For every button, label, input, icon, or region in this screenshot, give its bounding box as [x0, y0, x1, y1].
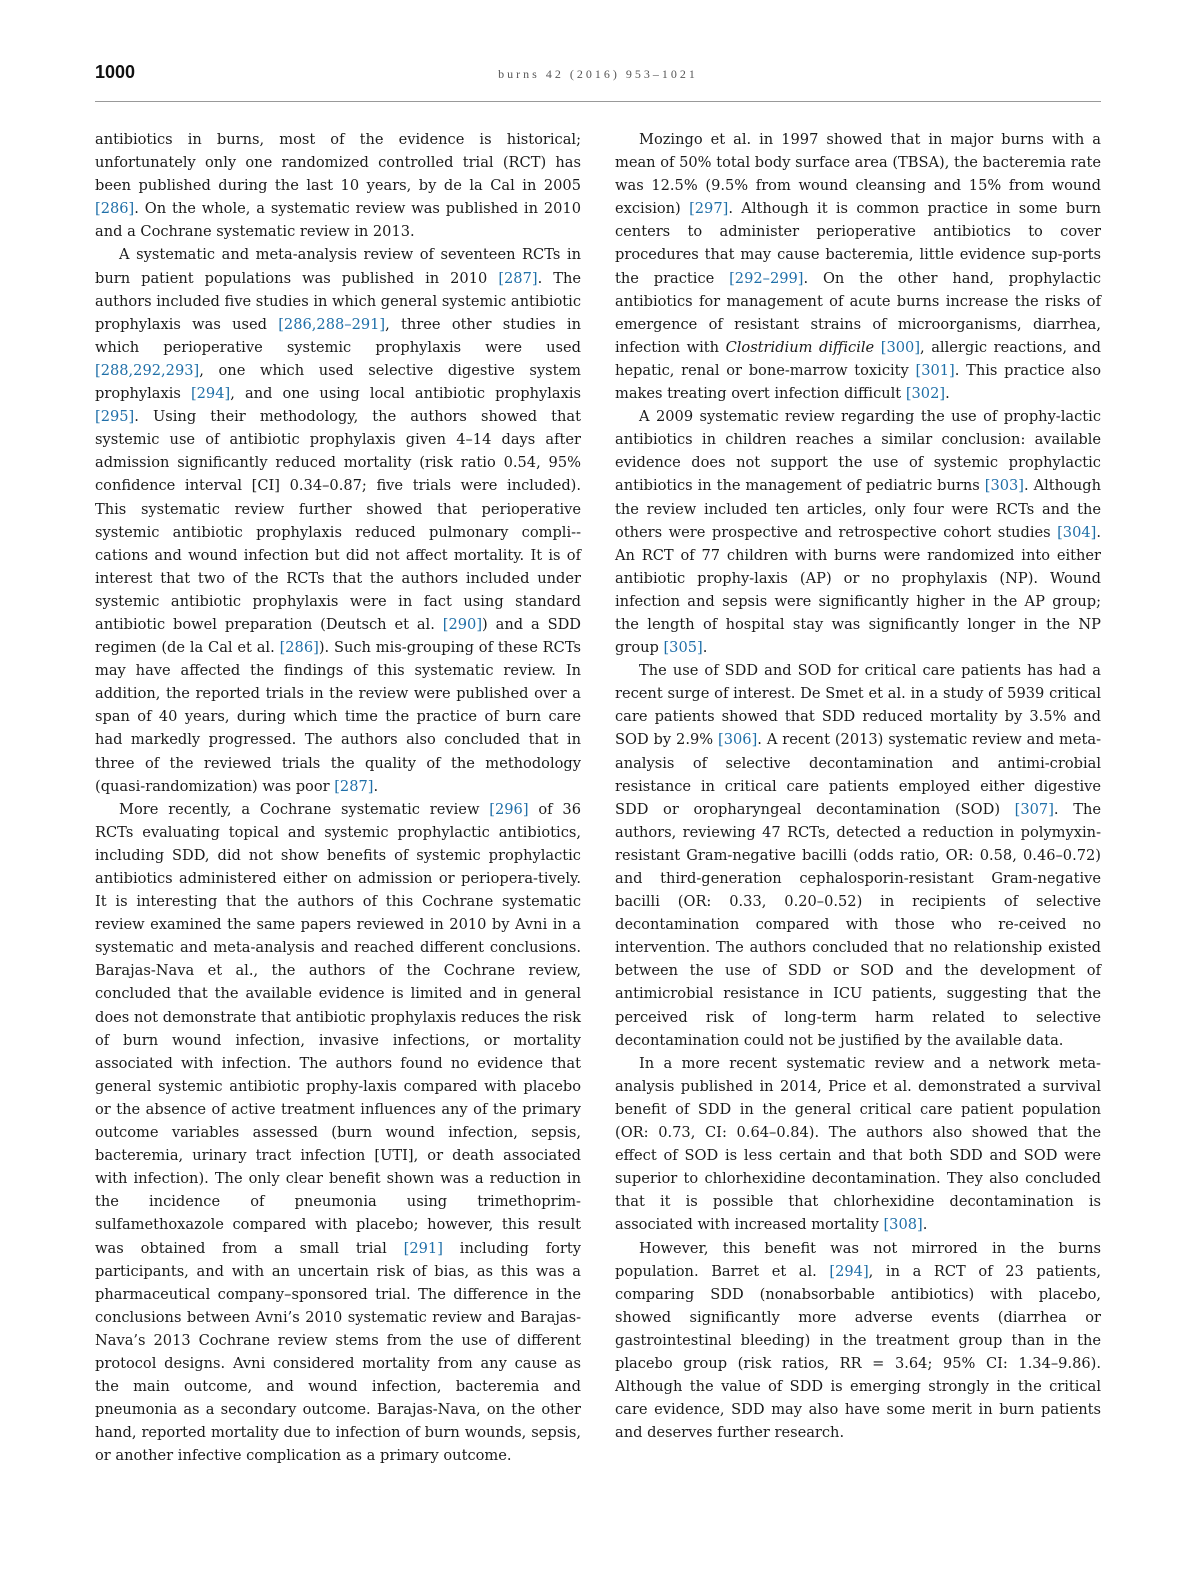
body-text: ) and a SDD regimen (de la Cal et al. [95, 615, 581, 657]
body-text: ). Such mis-grouping of these RCTs may have affected the findings of this systematic review. In addition, the reported trials in the review were published over a span of 40 years, during which time the practice of burn care had markedly progressed. The authors also concluded that in three of the reviewed trials the quality of the methodology (quasi-randomization) was poor [95, 639, 581, 795]
body-text: . [373, 777, 379, 795]
paragraph [615, 405, 1101, 659]
citation-link[interactable]: [296] [489, 800, 529, 818]
citation-link[interactable]: [287] [498, 269, 538, 287]
citation-link[interactable]: [304] [1057, 523, 1097, 541]
citation-link[interactable]: [290] [442, 615, 483, 633]
body-text: . On the other hand, prophylactic antibiotics for management of acute burns increase the risks of emergence of resistant strains of microorganisms, diarrhea, infection with [615, 269, 1102, 356]
citation-link[interactable]: [292–299] [729, 269, 804, 287]
citation-link[interactable]: [286] [279, 639, 319, 657]
body-text: , allergic reactions, and hepatic, renal or bone-marrow toxicity [615, 338, 1101, 379]
citation-link[interactable]: [303] [984, 477, 1024, 495]
body-text: In a more recent systematic review and a network meta-analysis published in 2014, Price et al. demonstrated a survival benefit of SDD in the general critical care patient population (OR: 0.73, CI: 0.64–0.84). The authors also showed that the effect of SOD is less certain and that both SDD and SOD were superior to chlorhexidine decontamination. They also concluded that it is possible that chlorhexidine decontamination is associated with increased mortality [615, 1054, 1101, 1234]
body-text: . [702, 639, 708, 657]
body-text: . An RCT of 77 children with burns were randomized into either antibiotic prophy-laxis (AP) or no prophylaxis (NP). Wound infection and sepsis were significantly higher in the AP group; the length of hospital stay was significantly longer in the NP group [615, 523, 1101, 657]
citation-link[interactable]: [286,288–291] [278, 315, 386, 333]
citation-link[interactable]: [305] [663, 639, 703, 657]
citation-link[interactable]: [295] [95, 408, 135, 426]
paragraph [615, 128, 1101, 405]
body-text: . [922, 1216, 928, 1234]
paragraph [615, 659, 1101, 1052]
citation-link[interactable]: [300] [880, 338, 921, 356]
body-text: , and one using local antibiotic prophylaxis [230, 385, 581, 403]
body-text: A 2009 systematic review regarding the use of prophy-lactic antibiotics in children reaches a similar conclusion: available evidence does not support the use of systemic prophylactic antibiotics in the management of pediatric burns [615, 408, 1101, 495]
paragraph [615, 1237, 1101, 1445]
citation-link[interactable]: [308] [883, 1216, 923, 1234]
citation-link[interactable]: [294] [829, 1262, 869, 1280]
body-text: The use of SDD and SOD for critical care patients has had a recent surge of interest. De Smet et al. in a study of 5939 critical care patients showed that SDD reduced mortality by 3.5% and SOD by 2.9% [615, 662, 1101, 749]
body-text: Mozingo et al. in 1997 showed that in major burns with a mean of 50% total body surface area (TBSA), the bacteremia rate was 12.5% (9.5% from wound cleansing and 15% from wound excision) [615, 131, 1101, 218]
page-header [95, 62, 1101, 100]
body-text: . [945, 385, 950, 403]
body-text: . On the whole, a systematic review was published in 2010 and a Cochrane systematic review in 2013. [95, 200, 581, 241]
citation-link[interactable]: [286] [95, 200, 135, 218]
body-text: . The authors, reviewing 47 RCTs, detected a reduction in polymyxin-resistant Gram-negative bacilli (odds ratio, OR: 0.58, 0.46–0.72) and third-generation cephalosporin-resistant Gram-negative bacilli (OR: 0.33, 0.20–0.52) in recipients of selective decontamination compared with those who re-ceived no intervention. The authors concluded that no relationship existed between the use of SDD or SOD and the development of antimicrobial resistance in ICU patients, suggesting that the perceived risk of long-term harm related to selective decontamination could not be justified by the available data. [615, 800, 1101, 1049]
body-text: of 36 RCTs evaluating topical and systemic prophylactic antibiotics, including SDD, did not show benefits of systemic prophylactic antibiotics administered either on admission or periopera-tively. It is interesting that the authors of this Cochrane systematic review examined the same papers reviewed in 2010 by Avni in a systematic and meta-analysis and reached different conclusions. Barajas-Nava et al., the authors of the Cochrane review, concluded that the available evidence is limited and in general does not demonstrate that antibiotic prophylaxis reduces the risk of burn wound infection, invasive infections, or mortality associated with infection. The authors found no evidence that general systemic antibiotic prophy-laxis compared with placebo or the absence of active treatment influences any of the primary outcome variables assessed (burn wound infection, sepsis, bacteremia, urinary tract infection [UTI], or death associated with infection). The only clear benefit shown was a reduction in the incidence of pneumonia using trimethoprim-sulfamethoxazole compared with placebo; however, this result was obtained from a small trial [95, 800, 581, 1257]
body-text: . A recent (2013) systematic review and meta-analysis of selective decontamination and antimi-crobial resistance in critical care patients employed either digestive SDD or oropharyngeal decontamination (SOD) [615, 731, 1101, 818]
left-column [95, 128, 581, 1467]
citation-link[interactable]: [294] [190, 385, 231, 403]
body-text: . This practice also makes treating overt infection difficult [615, 361, 1101, 403]
body-text: A systematic and meta-analysis review of seventeen RCTs in burn patient populations was published in 2010 [95, 246, 581, 287]
body-text: . Although the review included ten articles, only four were RCTs and the others were prospective and retrospective cohort studies [615, 477, 1101, 541]
citation-link[interactable]: [306] [718, 731, 758, 749]
citation-link[interactable]: [297] [689, 200, 729, 218]
paragraph [95, 243, 581, 797]
right-column [615, 128, 1101, 1444]
body-text: . Using their methodology, the authors showed that systemic use of antibiotic prophylaxis given 4–14 days after admission significantly reduced mortality (risk ratio 0.54, 95% confidence interval [CI] 0.34–0.87; five trials were included). This systematic review further showed that perioperative systemic antibiotic prophylaxis reduced pulmonary compli-cations and wound infection but did not affect mortality. It is of interest that two of the RCTs that the authors included under systemic antibiotic prophylaxis were in fact using standard antibiotic bowel preparation (Deutsch et al. [95, 408, 581, 633]
header-rule [95, 101, 1101, 102]
body-text: . The authors included five studies in which general systemic antibiotic prophylaxis was used [95, 269, 581, 333]
body-text: However, this benefit was not mirrored in the burns population. Barret et al. [615, 1239, 1101, 1280]
citation-link[interactable]: [291] [403, 1239, 443, 1257]
paragraph [95, 798, 581, 1468]
page-number: 1000 [95, 62, 136, 82]
body-text [874, 339, 881, 356]
citation-link[interactable]: [288,292,293] [95, 361, 200, 379]
body-text: More recently, a Cochrane systematic review [119, 800, 490, 818]
citation-link[interactable]: [301] [915, 361, 955, 379]
paragraph [95, 128, 581, 243]
italic-text: Clostridium difficile [725, 338, 875, 356]
body-text: antibiotics in burns, most of the evidence is historical; unfortunately only one randomized controlled trial (RCT) has been published during the last 10 years, by de la Cal in 2005 [95, 131, 581, 195]
body-text: , one which used selective digestive system prophylaxis [95, 361, 581, 403]
paragraph [615, 1052, 1101, 1237]
running-head: burns 42 (2016) 953–1021 [498, 67, 698, 81]
body-text: , in a RCT of 23 patients, comparing SDD (nonabsorbable antibiotics) with placebo, showed significantly more adverse events (diarrhea or gastrointestinal bleeding) in the treatment group than in the placebo group (risk ratios, RR = 3.64; 95% CI: 1.34–9.86). Although the value of SDD is emerging strongly in the critical care evidence, SDD may also have some merit in burn patients and deserves further research. [615, 1262, 1101, 1442]
citation-link[interactable]: [287] [334, 777, 374, 795]
body-text: including forty participants, and with an uncertain risk of bias, as this was a pharmaceutical company–sponsored trial. The difference in the conclusions between Avni’s 2010 systematic review and Barajas-Nava’s 2013 Cochrane review stems from the use of different protocol designs. Avni considered mortality from any cause as the main outcome, and wound infection, bacteremia and pneumonia as a secondary outcome. Barajas-Nava, on the other hand, reported mortality due to infection of burn wounds, sepsis, or another infective complication as a primary outcome. [95, 1239, 581, 1465]
body-text: . Although it is common practice in some burn centers to administer perioperative antibiotics to cover procedures that may cause bacteremia, little evidence sup-ports the practice [615, 200, 1101, 287]
citation-link[interactable]: [302] [905, 385, 946, 403]
citation-link[interactable]: [307] [1014, 800, 1054, 818]
body-text: , three other studies in which perioperative systemic prophylaxis were used [95, 315, 582, 356]
